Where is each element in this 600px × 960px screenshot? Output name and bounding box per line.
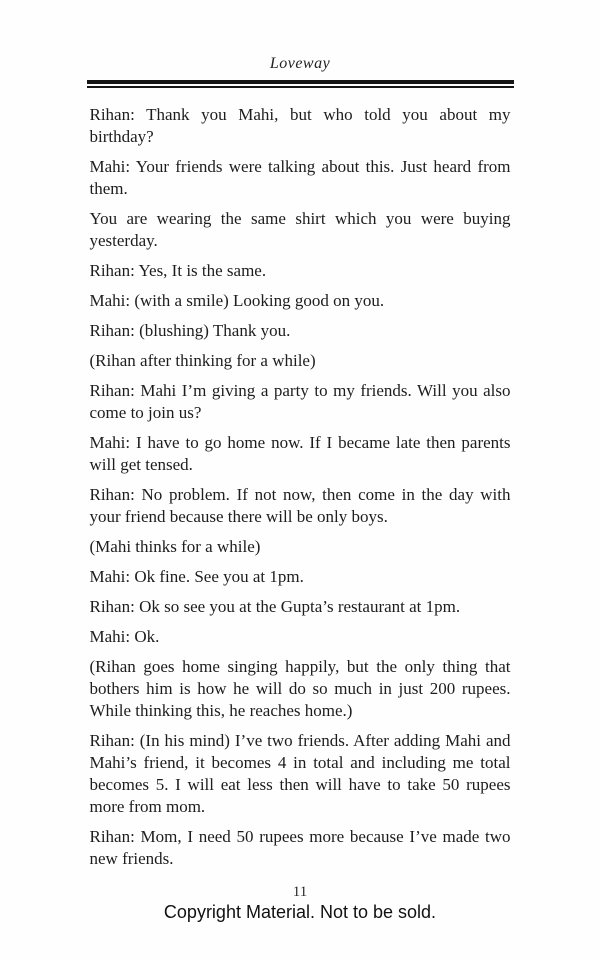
dialogue-paragraph: Rihan: Ok so see you at the Gupta’s restaurant at 1pm. [89,597,461,616]
header-rule-divider [87,80,514,88]
stage-direction-paragraph: (Rihan after thinking for a while) [89,351,316,370]
copyright-notice: Copyright Material. Not to be sold. [163,902,437,922]
header-rule-thin-line [87,86,514,88]
page-number: 11 [292,884,308,900]
dialogue-paragraph: Mahi: Your friends were talking about this. Just heard from them. [89,157,511,198]
dialogue-paragraph: Rihan: Thank you Mahi, but who told you about my birthday? [89,105,511,146]
dialogue-paragraph: Rihan: Yes, It is the same. [89,261,267,280]
dialogue-body [90,104,511,870]
dialogue-paragraph: Mahi: (with a smile) Looking good on you. [89,291,385,310]
running-header-title: Loveway [269,55,331,72]
dialogue-paragraph: You are wearing the same shirt which you were buying yesterday. [89,209,511,250]
dialogue-paragraph: Mahi: Ok fine. See you at 1pm. [89,567,304,586]
stage-direction-paragraph: (Rihan goes home singing happily, but the only thing that bothers him is how he will do so much in just 200 rupees. While thinking this, he reaches home.) [89,657,511,720]
dialogue-paragraph: Mahi: I have to go home now. If I became late then parents will get tensed. [89,433,511,474]
dialogue-paragraph: Mahi: Ok. [89,627,160,646]
dialogue-paragraph: Rihan: No problem. If not now, then come in the day with your friend because there will be only boys. [89,485,511,526]
dialogue-paragraph: Rihan: (blushing) Thank you. [89,321,291,340]
dialogue-paragraph: Rihan: (In his mind) I’ve two friends. After adding Mahi and Mahi’s friend, it becomes 4 in total and including me total becomes 5. I will eat less then will have to take 50 rupees more from mom. [89,731,511,816]
dialogue-paragraph: Rihan: Mahi I’m giving a party to my friends. Will you also come to join us? [89,381,511,422]
dialogue-paragraph: Rihan: Mom, I need 50 rupees more because I’ve made two new friends. [89,827,511,868]
stage-direction-paragraph: (Mahi thinks for a while) [89,537,261,556]
